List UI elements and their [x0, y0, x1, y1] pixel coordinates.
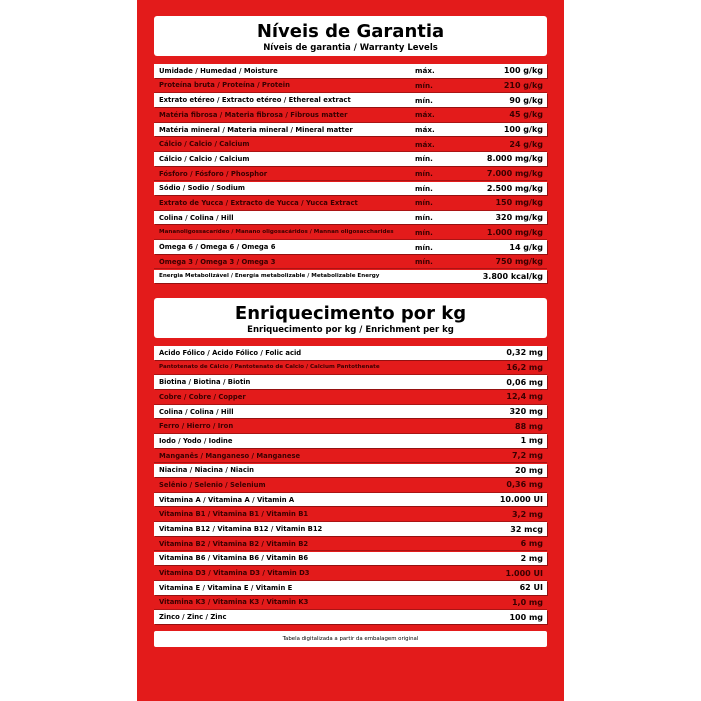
- nutrient-value: 16,2 mg: [506, 362, 543, 372]
- table-row: [154, 167, 547, 181]
- nutrient-name: Pantotenato de Cálcio / Pantotenato de Calcio / Calcium Pantothenate: [159, 364, 380, 371]
- nutrient-name: Fósforo / Fósforo / Phosphor: [159, 169, 268, 178]
- table-row: [154, 537, 547, 551]
- nutrient-value: 7.000 mg/kg: [486, 169, 543, 179]
- enrichment-subtitle: Enriquecimento por kg / Enrichment per kg: [247, 325, 454, 335]
- table-row: [154, 123, 547, 137]
- nutrient-value: 8.000 mg/kg: [486, 154, 543, 164]
- nutrient-name: Extrato etéreo / Extracto etéreo / Ethereal extract: [159, 96, 351, 105]
- nutrient-qualifier: máx.: [415, 110, 435, 120]
- nutrient-name: Zinco / Zinc / Zinc: [159, 613, 227, 622]
- nutrient-qualifier: máx.: [415, 139, 435, 149]
- nutrient-name: Vitamina B1 / Vitamina B1 / Vitamin B1: [159, 510, 309, 519]
- nutrient-value: 12,4 mg: [506, 392, 543, 402]
- table-row: [154, 464, 547, 478]
- nutrient-value: 1 mg: [520, 436, 543, 446]
- nutrient-value: 3.800 kcal/kg: [482, 271, 543, 281]
- nutrient-name: Energia Metabolizável / Energía metabolizable / Metabolizable Energy: [159, 273, 380, 280]
- nutrient-name: Niacina / Niacina / Niacin: [159, 466, 255, 475]
- nutrient-name: Matéria fibrosa / Materia fibrosa / Fibrous matter: [159, 110, 348, 119]
- nutrient-qualifier: mín.: [415, 80, 433, 90]
- nutrient-value: 100 mg: [509, 612, 543, 622]
- nutrient-qualifier: mín.: [415, 95, 433, 105]
- table-row: [154, 240, 547, 254]
- table-row: [154, 566, 547, 580]
- nutrient-name: Proteína bruta / Proteína / Protein: [159, 81, 290, 90]
- nutrient-name: Biotina / Biotina / Biotin: [159, 378, 251, 387]
- nutrient-name: Cálcio / Calcio / Calcium: [159, 140, 250, 149]
- nutrient-value: 750 mg/kg: [495, 257, 543, 267]
- table-row: [154, 449, 547, 463]
- table-row: [154, 375, 547, 389]
- nutrient-value: 0,36 mg: [506, 480, 543, 490]
- nutrient-name: Mananoligossacarídeo / Manano oligosacáridos / Mannan oligosaccharides: [159, 229, 394, 236]
- table-row: [154, 64, 547, 78]
- guarantee-subtitle: Níveis de garantia / Warranty Levels: [263, 43, 438, 53]
- enrichment-header: [154, 298, 547, 338]
- nutrient-value: 14 g/kg: [509, 242, 543, 252]
- table-row: [154, 390, 547, 404]
- nutrient-value: 210 g/kg: [503, 80, 543, 90]
- guarantee-header: [154, 16, 547, 56]
- nutrient-name: Ômega 6 / Omega 6 / Omega 6: [159, 243, 276, 251]
- nutrient-name: Iodo / Yodo / Iodine: [159, 436, 233, 445]
- nutrient-name: Vitamina E / Vitamina E / Vitamin E: [159, 583, 293, 592]
- table-row: [154, 152, 547, 166]
- nutrient-qualifier: mín.: [415, 198, 433, 208]
- table-row: [154, 419, 547, 433]
- nutrient-value: 2 mg: [520, 553, 543, 563]
- table-row: [154, 211, 547, 225]
- table-row: [154, 493, 547, 507]
- nutrient-name: Sódio / Sodio / Sodium: [159, 184, 245, 193]
- table-row: [154, 596, 547, 610]
- nutrient-name: Colina / Colina / Hill: [159, 213, 234, 222]
- nutrient-qualifier: mín.: [415, 169, 433, 179]
- nutrient-name: Colina / Colina / Hill: [159, 407, 234, 416]
- nutrient-qualifier: máx.: [415, 125, 435, 134]
- nutrient-value: 1.000 UI: [505, 568, 543, 578]
- table-row: [154, 508, 547, 522]
- nutrient-value: 2.500 mg/kg: [486, 183, 543, 193]
- nutrient-qualifier: mín.: [415, 257, 433, 267]
- enrichment-title: Enriquecimento por kg: [234, 303, 467, 324]
- nutrient-value: 320 mg: [509, 407, 543, 416]
- nutrient-name: Umidade / Humedad / Moisture: [159, 66, 278, 75]
- nutrient-name: Matéria mineral / Materia mineral / Mineral matter: [159, 125, 353, 134]
- nutrient-name: Ferro / Hierro / Iron: [159, 422, 234, 431]
- nutrient-value: 88 mg: [515, 421, 543, 431]
- nutrient-qualifier: mín.: [415, 242, 433, 252]
- nutrient-value: 6 mg: [520, 539, 543, 549]
- nutrient-name: Extrato de Yucca / Extracto de Yucca / Yucca Extract: [159, 198, 358, 207]
- nutrient-name: Cálcio / Calcio / Calcium: [159, 154, 250, 163]
- nutrient-qualifier: máx.: [415, 66, 435, 76]
- table-row: [154, 434, 547, 448]
- table-row: [154, 93, 547, 107]
- table-row: [154, 405, 547, 419]
- nutrient-name: Ômega 3 / Omega 3 / Omega 3: [159, 257, 276, 266]
- nutrient-value: 24 g/kg: [509, 139, 543, 149]
- nutrient-qualifier: mín.: [415, 183, 433, 193]
- nutrient-qualifier: mín.: [415, 154, 433, 164]
- nutrient-name: Vitamina D3 / Vitamina D3 / Vitamin D3: [159, 569, 310, 578]
- nutrient-name: Vitamina A / Vitamina A / Vitamin A: [159, 495, 295, 504]
- nutrient-name: Vitamina B2 / Vitamina B2 / Vitamin B2: [159, 539, 309, 548]
- enrichment-table: [154, 346, 547, 625]
- table-row: [154, 196, 547, 210]
- nutrient-name: Vitamina K3 / Vitamina K3 / Vitamin K3: [159, 598, 309, 607]
- table-row: [154, 552, 547, 566]
- nutrient-name: Selênio / Selenio / Selenium: [159, 480, 266, 489]
- nutrient-name: Manganês / Manganeso / Manganese: [159, 451, 301, 460]
- table-row: [154, 255, 547, 269]
- nutrient-name: Vitamina B12 / Vitamina B12 / Vitamin B12: [159, 525, 323, 533]
- nutrient-qualifier: mín.: [415, 213, 433, 223]
- nutrient-value: 1,0 mg: [511, 597, 543, 607]
- table-row: [154, 182, 547, 196]
- table-row: [154, 361, 547, 375]
- nutrient-value: 20 mg: [515, 465, 543, 475]
- table-row: [154, 522, 547, 536]
- nutrient-name: Cobre / Cobre / Copper: [159, 392, 246, 401]
- nutrient-value: 1.000 mg/kg: [486, 227, 543, 237]
- table-row: [154, 108, 547, 122]
- nutrient-value: 320 mg/kg: [495, 213, 543, 223]
- nutrient-value: 62 UI: [519, 583, 543, 593]
- footer-note: Tabela digitalizada a partir da embalagem original: [154, 631, 547, 647]
- guarantee-title: Níveis de Garantia: [256, 21, 445, 42]
- table-row: [154, 226, 547, 240]
- nutrient-value: 45 g/kg: [509, 110, 543, 120]
- nutrient-value: 100 g/kg: [503, 66, 543, 76]
- nutrient-value: 150 mg/kg: [495, 198, 543, 208]
- nutrient-value: 10.000 UI: [499, 495, 543, 505]
- table-row: [154, 478, 547, 492]
- nutrient-value: 0,32 mg: [506, 348, 543, 358]
- guarantee-table: [154, 64, 547, 284]
- table-row: [154, 346, 547, 360]
- nutrient-value: 90 g/kg: [509, 95, 543, 105]
- nutrient-value: 0,06 mg: [506, 377, 543, 387]
- table-row: [154, 581, 547, 595]
- nutrient-name: Vitamina B6 / Vitamina B6 / Vitamin B6: [159, 554, 309, 563]
- nutrient-name: Ácido Fólico / Ácido Fólico / Folic acid: [159, 348, 302, 357]
- nutrient-value: 100 g/kg: [503, 125, 543, 134]
- table-row: [154, 79, 547, 93]
- nutrient-value: 3,2 mg: [511, 509, 543, 519]
- table-row: [154, 137, 547, 151]
- nutrient-qualifier: mín.: [415, 227, 433, 237]
- nutrient-value: 7,2 mg: [511, 451, 543, 461]
- label-panel: [137, 0, 564, 701]
- table-row: [154, 610, 547, 624]
- nutrient-value: 32 mcg: [510, 524, 543, 534]
- table-row: [154, 270, 547, 284]
